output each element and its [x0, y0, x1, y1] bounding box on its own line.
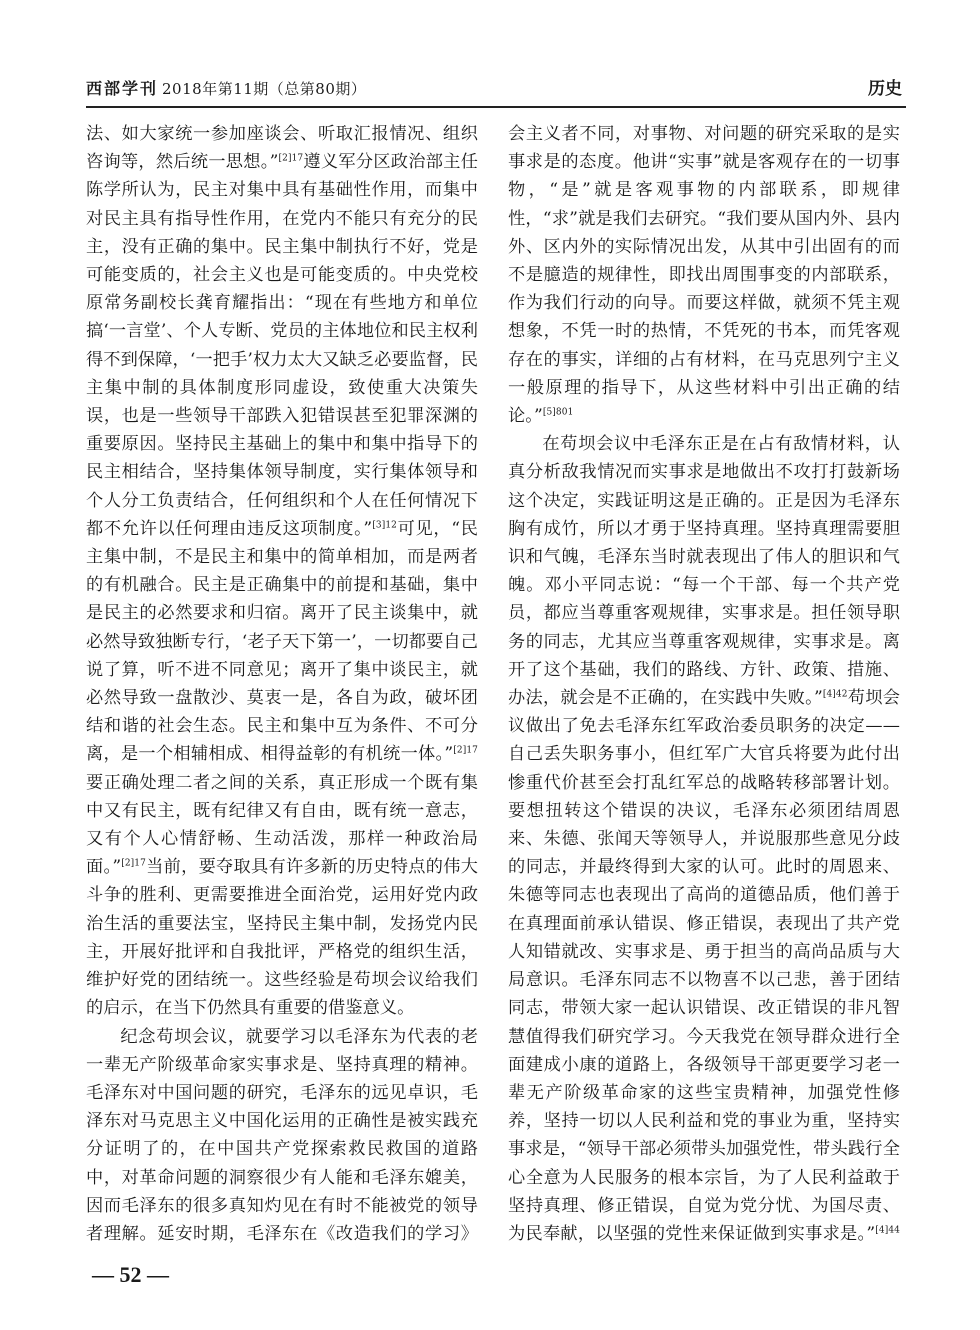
- right-column: [508, 120, 900, 1250]
- header-rule: [86, 106, 906, 108]
- left-column: [86, 120, 478, 1250]
- journal-name: 西部学刊: [86, 79, 159, 98]
- citation: [2]17: [453, 745, 478, 756]
- page-number: — 52 —: [92, 1262, 169, 1287]
- paragraph: 在苟坝会议中毛泽东正是在占有敌情材料，认真分析敌我情况而实事求是地做出不攻打打鼓新场这个决定，实践证明这是正确的。正是因为毛泽东胸有成竹，所以才勇于坚持真理。坚持真理需要胆识和气魄，毛泽东当时就表现出了伟人的胆识和气魄。邓小平同志说：“每一个干部、每一个共产党员，都应当尊重客观规律，实事求是。担任领导职务的同志，尤其应当尊重客观规律，实事求是。离开了这个基础，我们的路线、方针、政策、措施、办法，就会是不正确的，在实践中失败。”$^{[4]42}$苟坝会议做出了免去毛泽东红军政治委员职务的决定——自己丢失职务事小，但红军广大官兵将要为此付出惨重代价甚至会打乱红军总的战略转移部署计划。要想扭转这个错误的决议，毛泽东必须团结周恩来、朱德、张闻天等领导人，并说服那些意见分歧的同志，并最终得到大家的认可。此时的周恩来、朱德等同志也表现出了高尚的道德品质，他们善于在真理面前承认错误、修正错误，表现出了共产党人知错就改、实事求是、勇于担当的高尚品质与大局意识。毛泽东同志不以物喜不以己悲，善于团结同志，带领大家一起认识错误、改正错误的非凡智慧值得我们研究学习。今天我党在领导群众进行全面建成小康的道路上，各级领导干部更要学习老一辈无产阶级革命家的这些宝贵精神，加强党性修养，坚持一切以人民利益和党的事业为重，坚持实事求是，“领导干部必须带头加强党性，带头践行全心全意为人民服务的根本宗旨，为了人民利益敢于坚持真理、修正错误，自觉为党分忧、为国尽责、为民奉献，以坚强的党性来保证做到实事求是。”$^{[4]44}$: [508, 434, 900, 1244]
- page-header: [86, 76, 906, 100]
- citation: [3]12: [372, 520, 398, 531]
- paragraph: 会主义者不同，对事物、对问题的研究采取的是实事求是的态度。他讲“实事”就是客观存在的一切事物，“是”就是客观事物的内部联系，即规律性，“求”就是我们去研究。“我们要从国内外、县内外、区内外的实际情况出发，从其中引出固有的而不是臆造的规律性，即找出周围事变的内部联系，作为我们行动的向导。而要这样做，就须不凭主观想象，不凭一时的热情，不凭死的书本，而凭客观存在的事实，详细的占有材料，在马克思列宁主义一般原理的指导下，从这些材料中引出正确的结论。”$^{[5]801}$: [508, 124, 900, 427]
- section-label: 历史: [868, 79, 902, 99]
- citation: [2]17: [278, 153, 304, 164]
- citation: [4]44: [875, 1225, 900, 1236]
- journal-issue: 2018年第11期（总第80期）: [162, 80, 367, 98]
- journal-info: [86, 76, 366, 99]
- citation: [5]801: [542, 407, 574, 418]
- citation: [2]17: [121, 858, 146, 869]
- paragraph: 法、如大家统一参加座谈会、听取汇报情况、组织咨询等，然后统一思想。”$^{[2]17}$遵义军分区政治部主任陈学所认为，民主对集中具有基础性作用，而集中对民主具有指导性作用，在党内不能只有充分的民主，没有正确的集中。民主集中制执行不好，党是可能变质的，社会主义也是可能变质的。中央党校原常务副校长龚育耀指出：“现在有些地方和单位搞‘一言堂’、个人专断、党员的主体地位和民主权利得不到保障，‘一把手’权力太大又缺乏必要监督，民主集中制的具体制度形同虚设，致使重大决策失误，也是一些领导干部跌入犯错误甚至犯罪深渊的重要原因。坚持民主基础上的集中和集中指导下的民主相结合，坚持集体领导制度，实行集体领导和个人分工负责结合，任何组织和个人在任何情况下都不允许以任何理由违反这项制度。”$^{[3]12}$可见，“民主集中制，不是民主和集中的简单相加，而是两者的有机融合。民主是正确集中的前提和基础，集中是民主的必然要求和归宿。离开了民主谈集中，就必然导致独断专行，‘老子天下第一’，一切都要自己说了算，听不进不同意见；离开了集中谈民主，就必然导致一盘散沙、莫衷一是，各自为政，破坏团结和谐的社会生态。民主和集中互为条件、不可分离，是一个相辅相成、相得益彰的有机统一体。”$^{[2]17}$要正确处理二者之间的关系，真正形成一个既有集中又有民主，既有纪律又有自由，既有统一意志，又有个人心情舒畅、生动活泼，那样一种政治局面。”$^{[2]17}$当前，要夺取具有许多新的历史特点的伟大斗争的胜利、更需要推进全面治党，运用好党内政治生活的重要法宝，坚持民主集中制，发扬党内民主，开展好批评和自我批评，严格党的组织生活，维护好党的团结统一。这些经验是苟坝会议给我们的启示，在当下仍然具有重要的借鉴意义。: [86, 124, 478, 1019]
- paragraph: 纪念苟坝会议，就要学习以毛泽东为代表的老一辈无产阶级革命家实事求是、坚持真理的精神。毛泽东对中国问题的研究，毛泽东的远见卓识，毛泽东对马克思主义中国化运用的正确性是被实践充分证明了的，在中国共产党探索救民救国的道路中，对革命问题的洞察很少有人能和毛泽东媲美，因而毛泽东的很多真知灼见在有时不能被党的领导者理解。延安时期，毛泽东在《改造我们的学习》: [86, 1026, 478, 1244]
- citation: [4]42: [822, 689, 848, 700]
